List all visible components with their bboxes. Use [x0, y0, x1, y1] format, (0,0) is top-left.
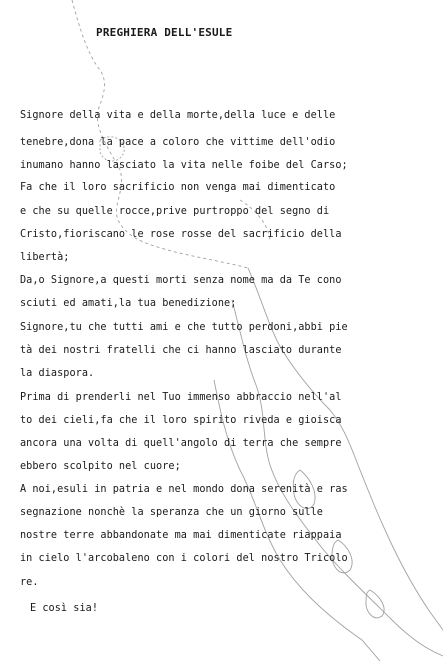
document-title: PREGHIERA DELL'ESULE: [96, 26, 233, 39]
text-line: ebbero scolpito nel cuore;: [20, 461, 181, 472]
dashed-border-line: [72, 0, 248, 268]
text-line: libertà;: [20, 252, 70, 263]
text-line: Cristo,fioriscano le rose rosse del sacrificio della: [20, 229, 342, 240]
text-line: Da,o Signore,a questi morti senza nome ma da Te cono: [20, 275, 342, 286]
text-line: segnazione nonchè la speranza che un giorno sulle: [20, 507, 323, 518]
text-line: tà dei nostri fratelli che ci hanno lasciato durante: [20, 345, 342, 356]
text-line: tenebre,dona la pace a coloro che vittime dell'odio: [20, 137, 336, 148]
text-line: re.: [20, 577, 39, 588]
text-line: sciuti ed amati,la tua benedizione;: [20, 298, 237, 309]
text-line: Signore della vita e della morte,della luce e delle: [20, 110, 336, 121]
island-outline-3: [366, 590, 384, 618]
text-line: nostre terre abbandonate ma mai dimenticate riappaia: [20, 530, 342, 541]
text-line: la diaspora.: [20, 368, 95, 379]
text-line: A noi,esuli in patria e nel mondo dona serenità e ras: [20, 484, 348, 495]
text-line: ancora una volta di quell'angolo di terra che sempre: [20, 438, 342, 449]
text-line: Fa che il loro sacrificio non venga mai dimenticato: [20, 182, 336, 193]
text-line: to dei cieli,fa che il loro spirito riveda e gioisca: [20, 415, 342, 426]
text-line: Prima di prenderli nel Tuo immenso abbraccio nell'al: [20, 392, 342, 403]
text-line: e che su quelle rocce,prive purtroppo del segno di: [20, 206, 330, 217]
text-line: in cielo l'arcobaleno con i colori del nostro Tricolo: [20, 553, 348, 564]
closing-line: E così sia!: [30, 603, 99, 614]
text-line: inumano hanno lasciato la vita nelle foibe del Carso;: [20, 160, 348, 171]
text-line: Signore,tu che tutti ami e che tutto perdoni,abbi pie: [20, 322, 348, 333]
